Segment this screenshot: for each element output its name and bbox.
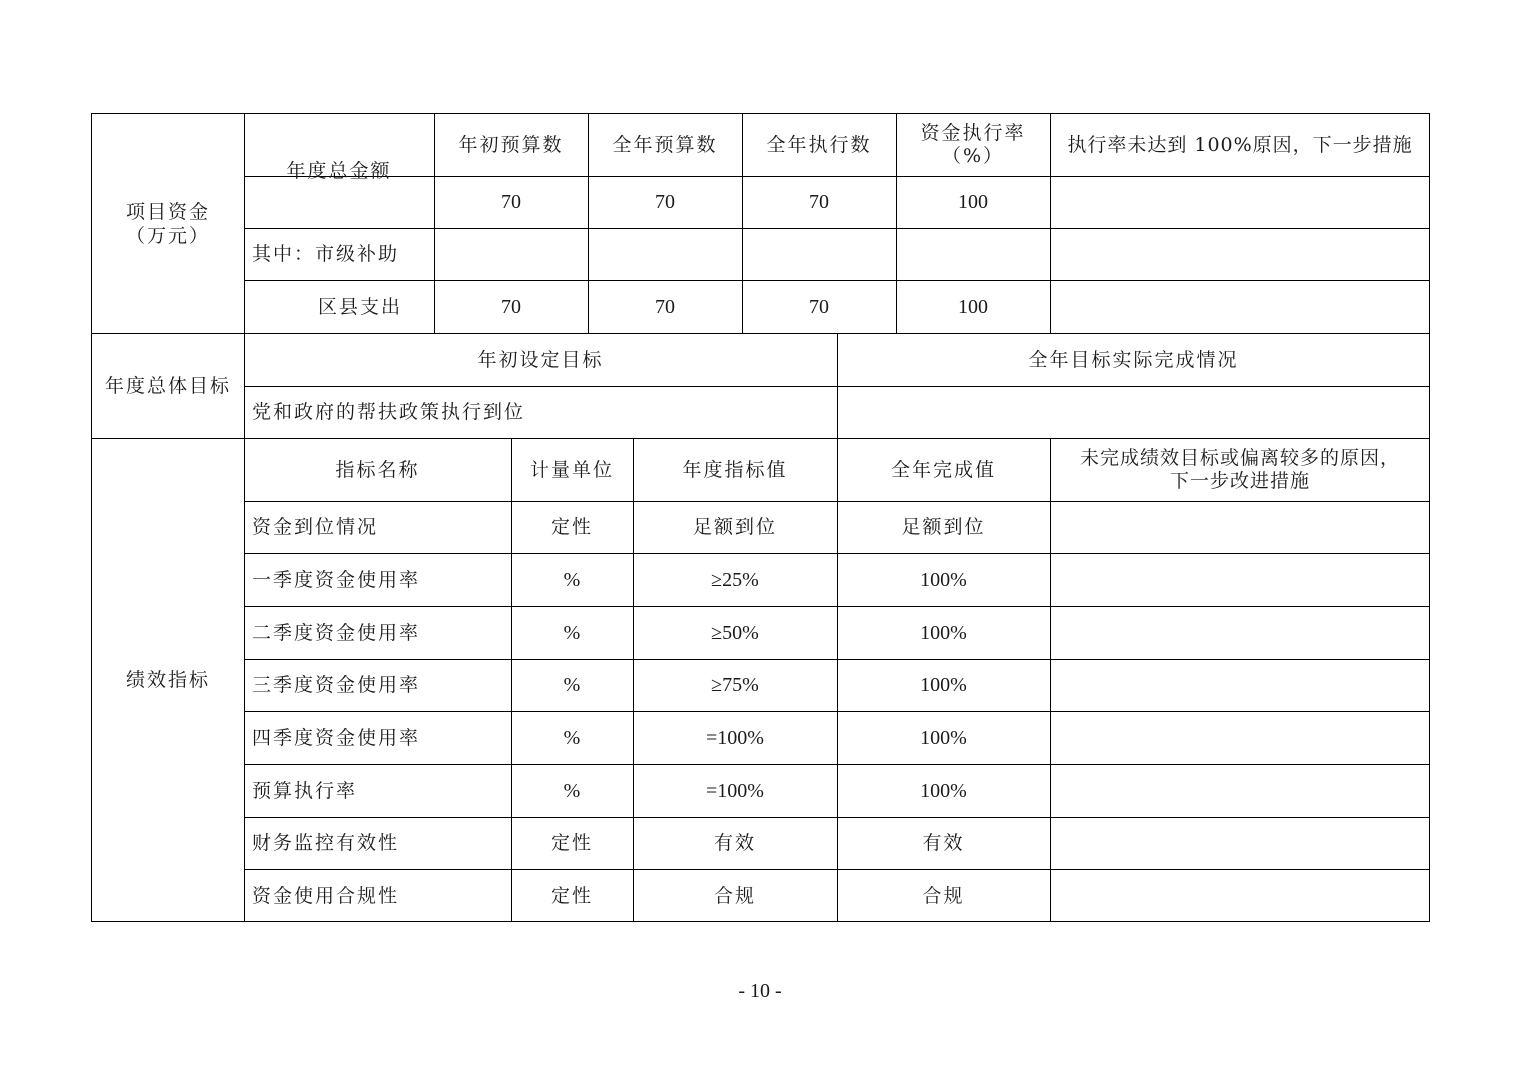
funds-section-label [92, 114, 244, 333]
performance-table [91, 113, 1430, 922]
city-reason [1050, 228, 1430, 280]
county-initial: 70 [501, 295, 521, 318]
county-expense-label: 区县支出 [317, 295, 402, 318]
ind-unit: 定性 [550, 832, 593, 854]
ind-header-reason [1050, 438, 1430, 501]
total-reason [1050, 176, 1430, 228]
funds-label-line2: （万元） [125, 224, 210, 247]
goals-set-text: 党和政府的帮扶政策执行到位 [252, 401, 526, 423]
ind-actual: 100% [920, 621, 967, 644]
ind-header-reason-line1: 未完成绩效目标或偏离较多的原因， [1079, 446, 1400, 469]
ind-header-unit: 计量单位 [529, 458, 614, 481]
ind-reason [1050, 764, 1430, 817]
county-rate: 100 [958, 295, 988, 318]
ind-name: 财务监控有效性 [252, 832, 400, 854]
ind-unit: % [563, 674, 581, 696]
ind-reason [1050, 501, 1430, 553]
ind-actual: 足额到位 [901, 516, 986, 538]
county-reason [1050, 280, 1430, 333]
goals-actual-header: 全年目标实际完成情况 [1028, 348, 1239, 371]
goals-actual-text [837, 386, 1430, 438]
ind-actual: 100% [920, 779, 967, 802]
ind-target: =100% [706, 726, 764, 749]
ind-unit: % [563, 779, 581, 802]
ind-reason [1050, 659, 1430, 711]
col-initial-budget: 年初预算数 [458, 134, 564, 156]
indicators-section-label: 绩效指标 [125, 669, 210, 691]
col-reason: 执行率未达到 100%原因，下一步措施 [1067, 134, 1413, 156]
ind-unit: % [563, 621, 581, 644]
ind-name: 一季度资金使用率 [252, 568, 421, 591]
city-rate [896, 228, 1050, 280]
ind-name: 预算执行率 [252, 779, 358, 802]
ind-name: 资金到位情况 [252, 516, 379, 538]
ind-name: 二季度资金使用率 [252, 621, 421, 644]
ind-target: =100% [706, 779, 764, 802]
ind-name: 资金使用合规性 [252, 884, 400, 907]
ind-name: 三季度资金使用率 [252, 674, 421, 696]
ind-unit: 定性 [550, 516, 593, 538]
ind-target: ≥50% [711, 621, 759, 644]
total-annual: 70 [655, 191, 675, 213]
goals-set-header: 年初设定目标 [477, 348, 604, 371]
ind-unit: % [563, 568, 581, 591]
city-annual [588, 228, 742, 280]
col-executed: 全年执行数 [766, 134, 872, 156]
funds-label-line1: 项目资金 [125, 200, 210, 223]
ind-actual: 100% [920, 674, 967, 696]
ind-header-name: 指标名称 [335, 458, 420, 481]
city-executed [742, 228, 896, 280]
ind-unit: % [563, 726, 581, 749]
ind-target: 足额到位 [692, 516, 777, 538]
ind-reason [1050, 553, 1430, 606]
ind-target: ≥75% [711, 674, 759, 696]
county-annual: 70 [655, 295, 675, 318]
ind-target: 有效 [713, 832, 756, 854]
page-number: - 10 - [738, 980, 782, 1002]
ind-reason [1050, 869, 1430, 922]
total-rate: 100 [958, 191, 988, 213]
ind-name: 四季度资金使用率 [252, 726, 421, 749]
ind-actual: 有效 [922, 832, 965, 854]
ind-header-reason-line2: 下一步改进措施 [1169, 469, 1310, 492]
ind-target: ≥25% [711, 568, 759, 591]
county-executed: 70 [809, 295, 829, 318]
ind-actual: 100% [920, 568, 967, 591]
ind-header-target: 年度指标值 [682, 458, 788, 481]
col-execution-rate [896, 114, 1050, 176]
total-amount-label: 年度总金额 [286, 160, 392, 182]
total-initial: 70 [501, 191, 521, 213]
city-subsidy-label: 其中：市级补助 [252, 243, 400, 265]
total-executed: 70 [809, 191, 829, 213]
ind-unit: 定性 [550, 884, 593, 907]
ind-reason [1050, 711, 1430, 764]
col-annual-budget: 全年预算数 [612, 134, 718, 156]
ind-actual: 100% [920, 726, 967, 749]
ind-reason [1050, 606, 1430, 659]
ind-reason [1050, 817, 1430, 869]
goals-section-label: 年度总体目标 [104, 374, 231, 397]
ind-target: 合规 [713, 884, 756, 907]
col-rate-line2: （%） [941, 145, 1005, 167]
city-initial [434, 228, 588, 280]
ind-actual: 合规 [922, 884, 965, 907]
ind-header-actual: 全年完成值 [890, 458, 996, 481]
col-rate-line1: 资金执行率 [920, 122, 1026, 144]
